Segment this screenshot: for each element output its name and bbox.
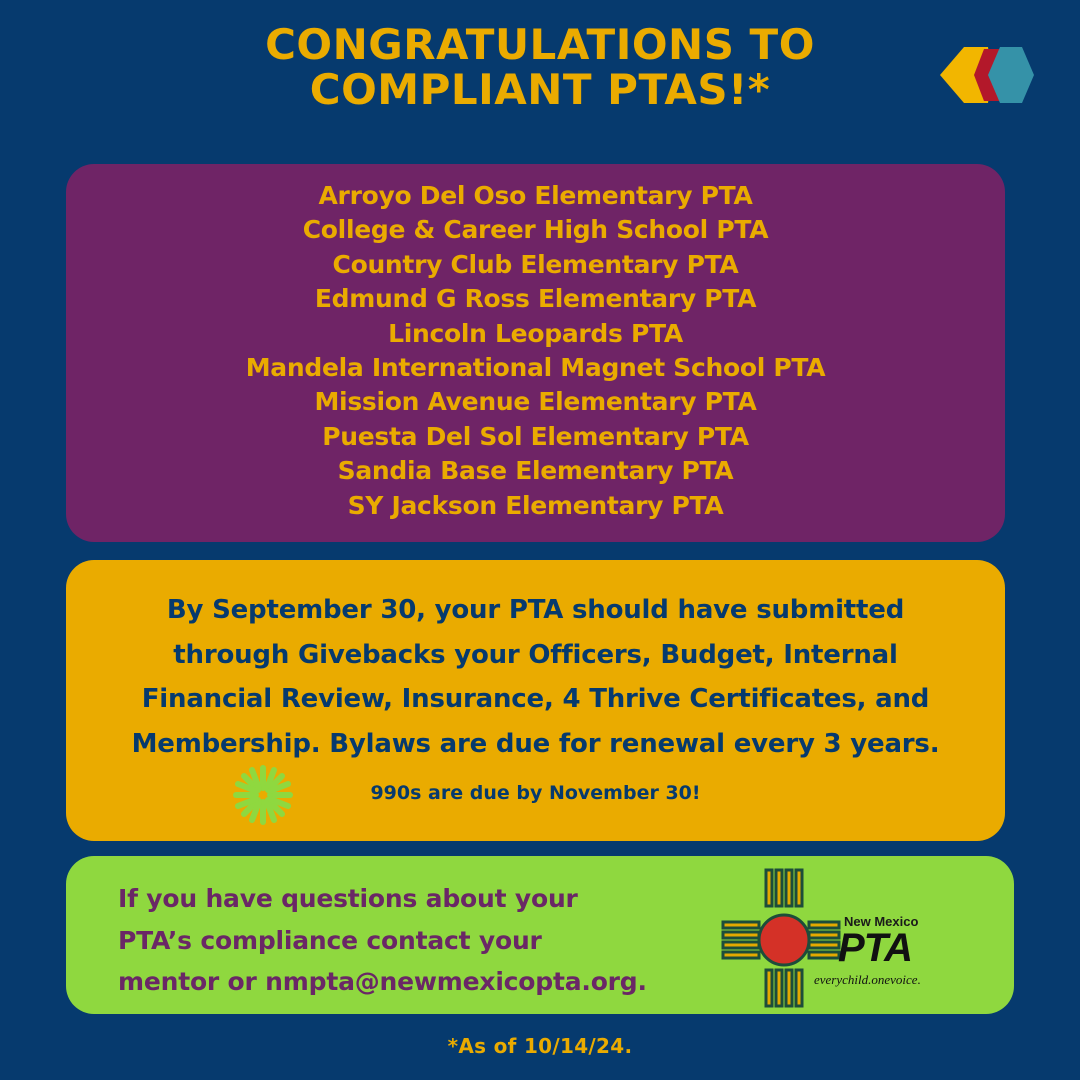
requirements-line-2: through Givebacks your Officers, Budget, Internal [173,639,898,670]
list-item: Edmund G Ross Elementary PTA [314,284,757,314]
contact-line-1: If you have questions about your [118,884,578,913]
list-item: Lincoln Leopards PTA [388,318,683,348]
title-line-2: COMPLIANT PTAS!* [309,65,771,114]
requirements-line-4: Membership. Bylaws are due for renewal every 3 years. [131,728,940,759]
list-item: Country Club Elementary PTA [332,249,739,279]
title-line-1: CONGRATULATIONS TO [265,20,815,69]
deadline-note: 990s are due by November 30! [370,782,701,805]
list-item: Sandia Base Elementary PTA [337,456,734,486]
hexagon-cluster-icon [938,44,1038,106]
requirements-panel [66,560,1005,841]
new-mexico-pta-logo [721,868,1001,1008]
list-item: SY Jackson Elementary PTA [347,490,724,520]
logo-state-label: New Mexico [844,914,919,929]
list-item: Puesta Del Sol Elementary PTA [322,421,749,451]
requirements-line-3: Financial Review, Insurance, 4 Thrive Certificates, and [141,684,930,715]
list-item: Mandela International Magnet School PTA [245,353,826,383]
list-item: Mission Avenue Elementary PTA [314,387,757,417]
contact-text [118,878,718,1003]
contact-panel [66,856,1014,1014]
logo-tagline: everychild.onevoice. [814,972,921,987]
compliant-pta-list [66,164,1005,542]
starburst-icon [232,764,294,826]
contact-line-3: mentor or nmpta@newmexicopta.org. [118,967,647,996]
logo-pta-wordmark: PTA [838,926,913,970]
list-item: College & Career High School PTA [302,215,769,245]
list-item: Arroyo Del Oso Elementary PTA [318,181,753,210]
contact-line-2: PTA’s compliance contact your [118,925,542,955]
page-title [0,22,1080,112]
requirements-line-1: By September 30, your PTA should have submitted [166,595,905,625]
footnote: *As of 10/14/24. [447,1034,633,1058]
